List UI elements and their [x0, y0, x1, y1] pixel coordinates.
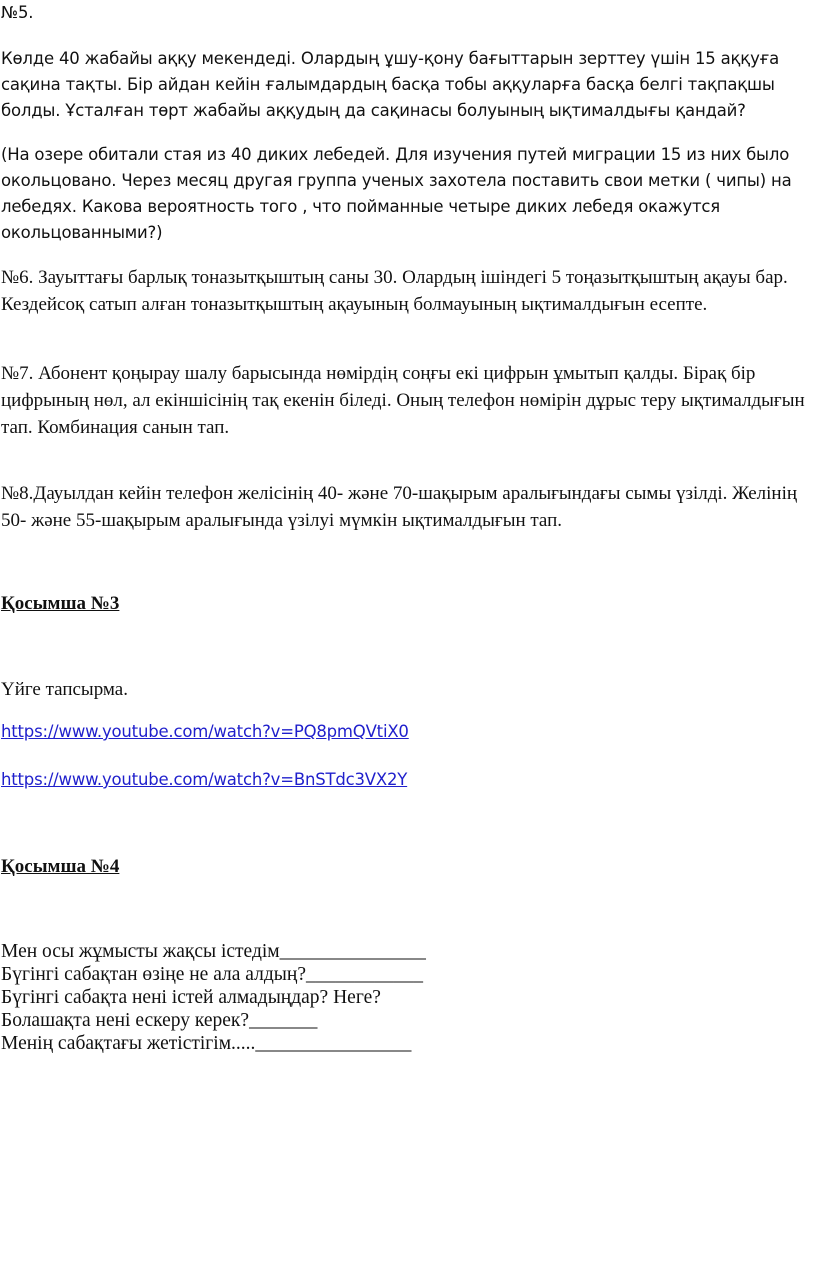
homework-label: Үйге тапсырма. [1, 679, 128, 700]
appendix3-title: Қосымша №3 [1, 593, 120, 614]
homework-link-1-row [1, 720, 812, 744]
task7-text: №7. Абонент қоңырау шалу барысында нөмірдің соңғы екі цифрын ұмытып қалды. Бірақ бір цифрының нөл, ал екіншісінің тақ екенін біледі. Оның телефон нөмірін дұрыс теру ықтималдығын тап. Комбинация санын тап. [1, 363, 805, 438]
reflection-line: Менің сабақтағы жетістігім.....________________ [1, 1033, 412, 1054]
task8-text: №8.Дауылдан кейін телефон желісінің 40- және 70-шақырым аралығындағы сымы үзілді. Желінің 50- және 55-шақырым аралығында үзілуі мүмкін ықтималдығын тап. [1, 483, 798, 531]
reflection-line: Бүгінгі сабақтан өзіңе не ала алдың?____________ [1, 964, 423, 985]
reflection-line: Болашақта нені ескеру керек?_______ [1, 1010, 318, 1031]
reflection-line: Мен осы жұмысты жақсы істедім_______________ [1, 941, 426, 962]
homework-link-2[interactable]: https://www.youtube.com/watch?v=BnSTdc3VX2Y [1, 770, 408, 789]
task5-number: №5. [1, 3, 34, 22]
reflection-line: Бүгінгі сабақта нені істей алмадыңдар? Неге? [1, 987, 381, 1008]
homework-link-2-row [1, 768, 812, 792]
appendix4-title: Қосымша №4 [1, 856, 120, 877]
reflection-list [1, 940, 812, 1055]
task6-text: №6. Зауыттағы барлық тоназытқыштың саны 30. Олардың ішіндегі 5 тоңазытқыштың ақауы бар. Кездейсоқ сатып алған тоназытқыштың ақауының болмауының ықтималдығын есепте. [1, 267, 788, 315]
task5-text-ru: (На озере обитали стая из 40 диких лебедей. Для изучения путей миграции 15 из них было окольцовано. Через месяц другая группа ученых захотела поставить свои метки ( чипы) на лебедях. Какова вероятность того , что пойманные четыре диких лебедя окажутся окольцованными?) [1, 145, 792, 242]
homework-link-1[interactable]: https://www.youtube.com/watch?v=PQ8pmQVtiX0 [1, 722, 409, 741]
task5-text-kz: Көлде 40 жабайы аққу мекендеді. Олардың ұшу-қону бағыттарын зерттеу үшін 15 аққуға сақина тақты. Бір айдан кейін ғалымдардың басқа тобы аққуларға басқа белгі тақпақшы болды. Ұсталған төрт жабайы аққудың да сақинасы болуының ықтималдығы қандай? [1, 49, 780, 120]
